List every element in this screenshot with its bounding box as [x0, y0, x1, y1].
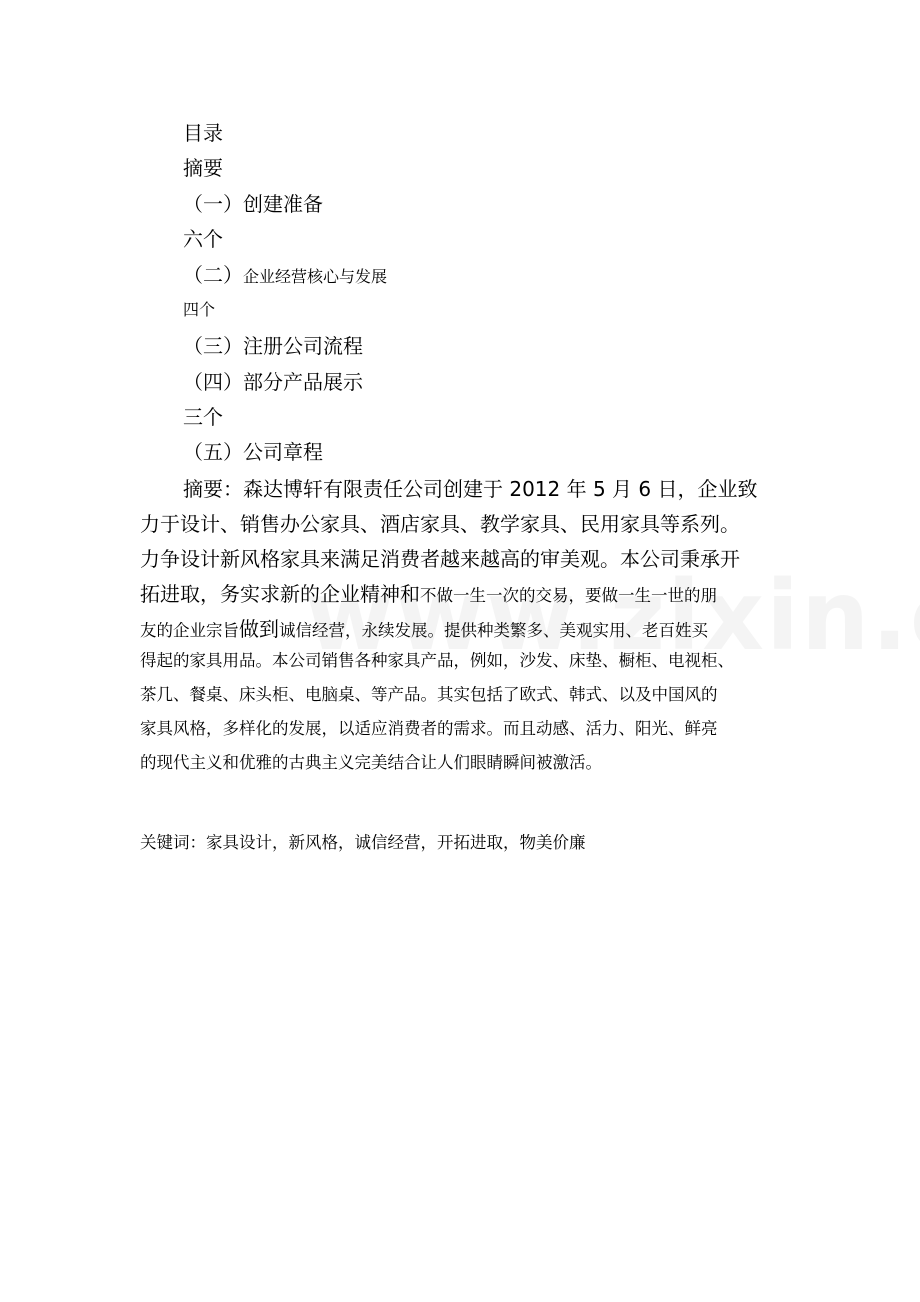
abstract-line: 的现代主义和优雅的古典主义完美结合让人们眼睛瞬间被激活。 [140, 753, 602, 772]
abstract-line-bold-part: 拓进取，务实求新的企业精神和 [140, 582, 420, 606]
toc-title: 目录 [183, 121, 223, 145]
toc-section-1-count: 六个 [183, 227, 223, 251]
abstract-line: 家具风格，多样化的发展，以适应消费者的需求。而且动感、活力、阳光、鲜亮 [140, 719, 718, 738]
abstract-line: 力争设计新风格家具来满足消费者越来越高的审美观。本公司秉承开 [140, 547, 740, 571]
abstract-line: 茶几、餐桌、床头柜、电脑桌、等产品。其实包括了欧式、韩式、以及中国风的 [140, 685, 718, 704]
abstract-line-serif-part: 不做一生一次的交易，要做一生一世的朋 [420, 586, 717, 605]
toc-section-2-number: （二） [183, 263, 243, 287]
abstract-line-serif-part: 友的企业宗旨 [140, 621, 239, 640]
toc-section-5: （五）公司章程 [183, 440, 323, 464]
abstract-line: 力于设计、销售办公家具、酒店家具、教学家具、民用家具等系列。 [140, 512, 740, 536]
abstract-line: 摘要：森达博轩有限责任公司创建于 2012 年 5 月 6 日，企业致 [183, 477, 758, 501]
abstract-line-bold-part: 做到 [239, 617, 279, 641]
toc-section-4-count: 三个 [183, 405, 223, 429]
abstract-line: 得起的家具用品。本公司销售各种家具产品，例如，沙发、床垫、橱柜、电视柜、 [140, 651, 734, 670]
toc-section-3: （三）注册公司流程 [183, 334, 363, 358]
toc-section-2-count: 四个 [183, 300, 216, 319]
abstract-line [140, 619, 786, 640]
abstract-line-serif-part: 诚信经营，永续发展。提供种类繁多、美观实用、老百姓买 [279, 621, 708, 640]
toc-section-4: （四）部分产品展示 [183, 370, 363, 394]
toc-section-2-text: 企业经营核心与发展 [243, 267, 388, 286]
keywords-line: 关键词：家具设计，新风格，诚信经营，开拓进取，物美价廉 [140, 833, 586, 852]
toc-section-2 [183, 265, 387, 286]
abstract-line [140, 584, 786, 605]
toc-section-1: （一）创建准备 [183, 192, 323, 216]
toc-abstract: 摘要 [183, 156, 223, 180]
